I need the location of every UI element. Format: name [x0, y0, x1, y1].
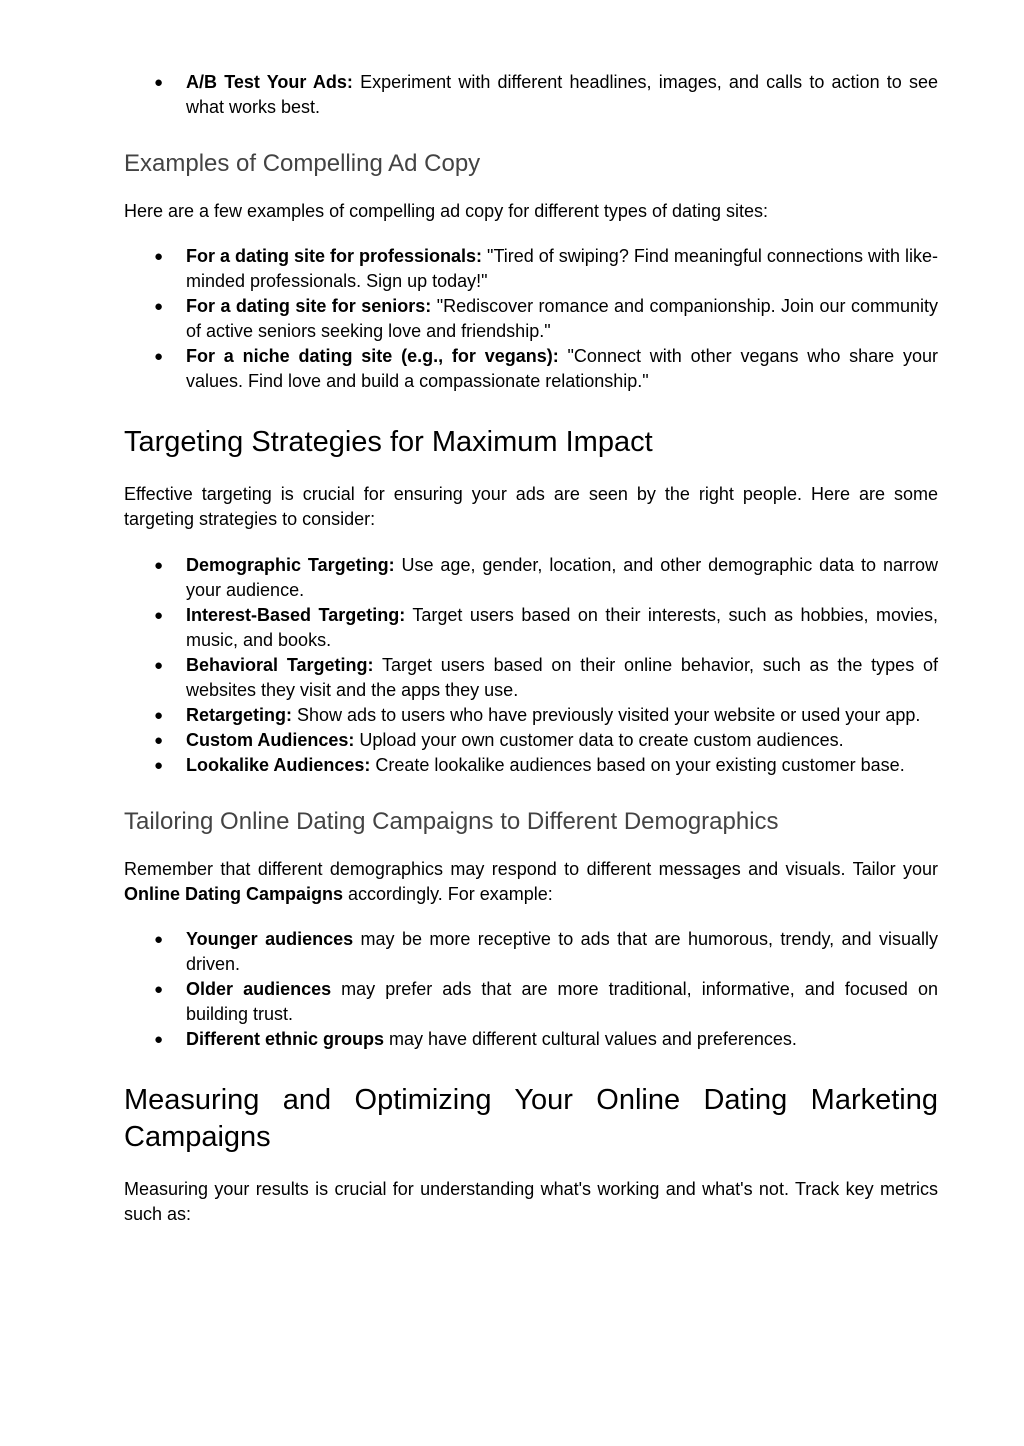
list-item [124, 1027, 938, 1052]
list-item-text: may prefer ads that are more traditional, informative, and focused on building trust. [186, 979, 938, 1024]
section-heading-targeting: Targeting Strategies for Maximum Impact [124, 426, 653, 458]
list-item [124, 927, 938, 977]
list-item [124, 70, 938, 120]
list-item-bold: For a dating site for professionals: [186, 246, 483, 266]
targeting-list [124, 553, 938, 778]
bullet-icon: ● [154, 298, 164, 315]
list-item-bold: Different ethnic groups [186, 1029, 385, 1049]
bullet-icon: ● [154, 607, 164, 624]
list-item-bold: A/B Test Your Ads: [186, 72, 353, 92]
list-item-text: Show ads to users who have previously visited your website or used your app. [292, 705, 921, 725]
bullet-icon: ● [154, 1031, 164, 1048]
bullet-icon: ● [154, 557, 164, 574]
tailoring-intro [124, 857, 938, 907]
list-item [124, 753, 938, 778]
list-item [124, 703, 938, 728]
list-item [124, 294, 938, 344]
list-item [124, 977, 938, 1027]
list-item-text: "Tired of swiping? Find meaningful connections with like-minded professionals. Sign up today!" [186, 246, 938, 291]
measuring-intro: Measuring your results is crucial for understanding what's working and what's not. Track key metrics such as: [124, 1179, 938, 1224]
list-item-text: "Connect with other vegans who share your values. Find love and build a compassionate relationship." [186, 346, 938, 391]
section-heading-examples: Examples of Compelling Ad Copy [124, 150, 481, 177]
list-item-bold: Interest-Based Targeting: [186, 605, 406, 625]
tailoring-list [124, 927, 938, 1052]
bullet-icon: ● [154, 732, 164, 749]
list-item-text: Use age, gender, location, and other demographic data to narrow your audience. [186, 555, 938, 600]
bullet-icon: ● [154, 757, 164, 774]
bullet-icon: ● [154, 348, 164, 365]
list-item-text: may have different cultural values and preferences. [384, 1029, 797, 1049]
list-item [124, 553, 938, 603]
document-page [124, 70, 938, 1227]
section-heading-tailoring: Tailoring Online Dating Campaigns to Different Demographics [124, 808, 779, 835]
ab-test-list [124, 70, 938, 120]
examples-intro: Here are a few examples of compelling ad copy for different types of dating sites: [124, 201, 769, 221]
bullet-icon: ● [154, 248, 164, 265]
tailoring-intro-bold: Online Dating Campaigns [124, 884, 344, 904]
bullet-icon: ● [154, 981, 164, 998]
bullet-icon: ● [154, 707, 164, 724]
list-item-text: Target users based on their interests, such as hobbies, movies, music, and books. [186, 605, 939, 650]
list-item-text: Create lookalike audiences based on your existing customer base. [370, 755, 905, 775]
list-item-text: may be more receptive to ads that are humorous, trendy, and visually driven. [186, 929, 938, 974]
list-item-bold: Custom Audiences: [186, 730, 355, 750]
list-item-bold: Demographic Targeting: [186, 555, 395, 575]
list-item-text: Upload your own customer data to create custom audiences. [354, 730, 844, 750]
examples-list [124, 244, 938, 394]
list-item-bold: Younger audiences [186, 929, 354, 949]
list-item-bold: Retargeting: [186, 705, 293, 725]
list-item [124, 653, 938, 703]
list-item-bold: For a niche dating site (e.g., for vegans): [186, 346, 559, 366]
list-item-bold: Older audiences [186, 979, 332, 999]
bullet-icon: ● [154, 931, 164, 948]
list-item-bold: Behavioral Targeting: [186, 655, 374, 675]
list-item [124, 603, 938, 653]
list-item-text: Experiment with different headlines, images, and calls to action to see what works best. [186, 72, 938, 117]
list-item [124, 244, 938, 294]
tailoring-intro-after: accordingly. For example: [343, 884, 553, 904]
list-item [124, 728, 938, 753]
bullet-icon: ● [154, 657, 164, 674]
section-heading-measuring: Measuring and Optimizing Your Online Dating Marketing Campaigns [124, 1084, 938, 1153]
list-item-bold: Lookalike Audiences: [186, 755, 371, 775]
tailoring-intro-before: Remember that different demographics may respond to different messages and visuals. Tailor your [124, 859, 938, 879]
list-item-bold: For a dating site for seniors: [186, 296, 432, 316]
list-item-text: "Rediscover romance and companionship. Join our community of active seniors seeking love and friendship." [186, 296, 938, 341]
list-item [124, 344, 938, 394]
list-item-text: Target users based on their online behavior, such as the types of websites they visit and the apps they use. [186, 655, 938, 700]
targeting-intro: Effective targeting is crucial for ensuring your ads are seen by the right people. Here are some targeting strategies to consider: [124, 484, 938, 529]
bullet-icon: ● [154, 74, 164, 91]
